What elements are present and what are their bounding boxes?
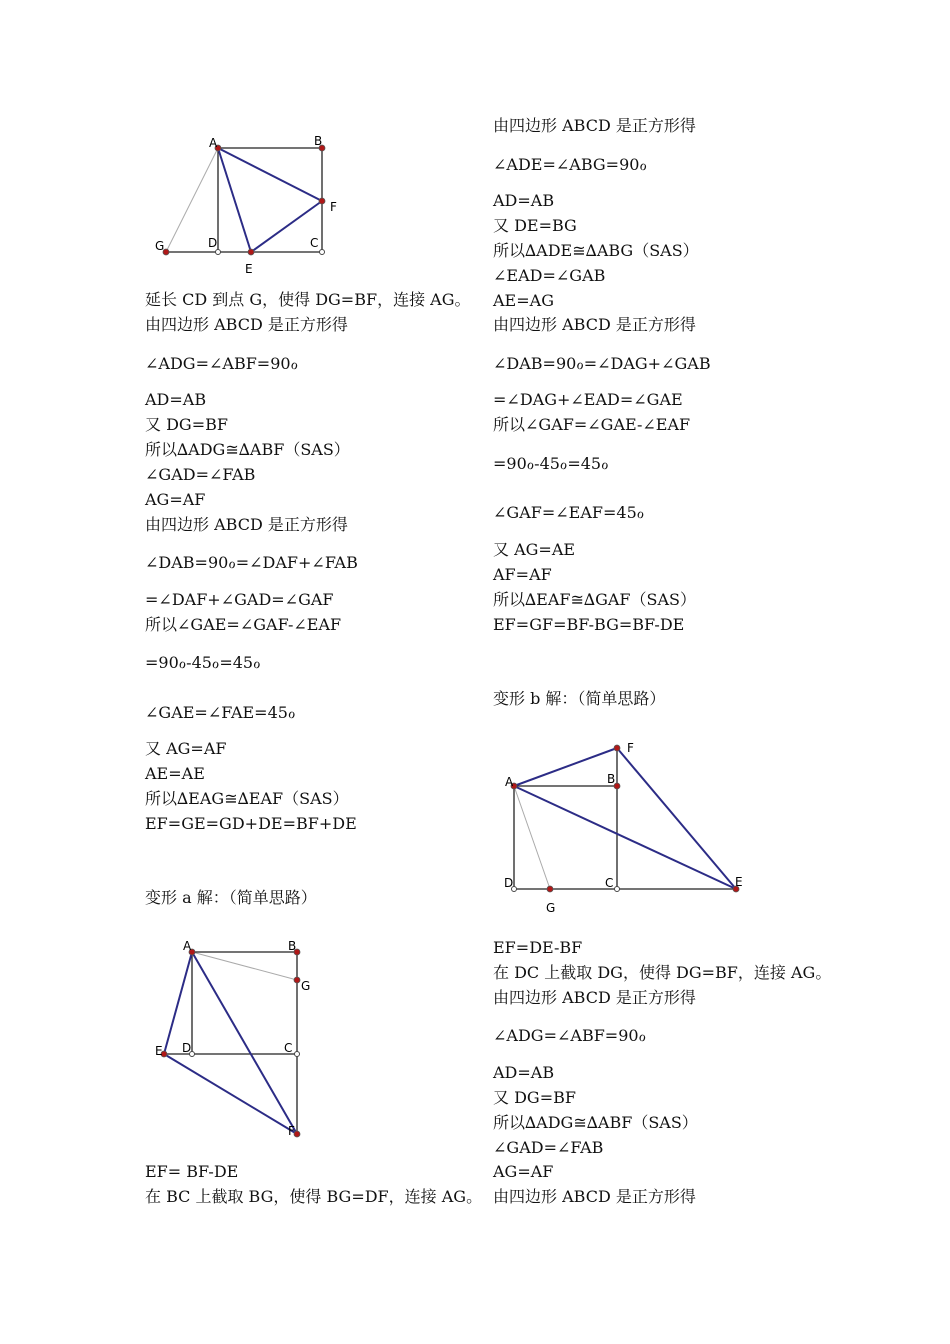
text-line: 所以∆EAG≅∆EAF（SAS） [145, 789, 349, 808]
label-b: B [314, 134, 323, 148]
text-line: 所以∆EAF≅∆GAF（SAS） [493, 590, 697, 609]
text-line: ∠GAD=∠FAB [493, 1138, 604, 1157]
label-g: G [301, 979, 311, 993]
label-d: D [182, 1041, 192, 1055]
figure-variant-b [498, 736, 758, 918]
text-line: 延长 CD 到点 G，使得 DG=BF，连接 AG。 [145, 290, 471, 309]
text-line: AD=AB [493, 191, 555, 210]
text-line: AE=AE [145, 764, 205, 783]
label-g: G [546, 901, 556, 915]
text-line: EF=GE=GD+DE=BF+DE [145, 814, 357, 833]
text-line: 由四边形 ABCD 是正方形得 [493, 315, 696, 334]
text-line: AG=AF [145, 490, 206, 509]
figure-variant-a [150, 934, 350, 1144]
text-line: 在 BC 上截取 BG，使得 BG=DF，连接 AG。 [145, 1187, 483, 1206]
text-line: 所以∠GAE=∠GAF-∠EAF [145, 615, 342, 634]
text-line: ∠EAD=∠GAB [493, 266, 606, 285]
label-b: B [607, 772, 616, 786]
text-line: 由四边形 ABCD 是正方形得 [145, 315, 348, 334]
label-d: D [208, 236, 218, 250]
label-b: B [288, 939, 297, 953]
text-line: =90ℴ-45ℴ=45ℴ [493, 454, 609, 473]
text-line: EF=DE-BF [493, 938, 583, 957]
text-line: 所以∆ADG≅∆ABF（SAS） [493, 1113, 698, 1132]
text-line: ∠DAB=90ℴ=∠DAG+∠GAB [493, 354, 711, 373]
text-line: AE=AG [493, 291, 554, 310]
label-c: C [284, 1041, 293, 1055]
text-line: 又 AG=AE [493, 540, 576, 559]
text-line: ∠GAF=∠EAF=45ℴ [493, 503, 645, 522]
figure-main-square [150, 130, 360, 280]
text-line: =∠DAF+∠GAD=∠GAF [145, 590, 334, 609]
text-line: AD=AB [145, 390, 207, 409]
label-e: E [245, 262, 253, 276]
label-f: F [288, 1124, 295, 1138]
text-line: 由四边形 ABCD 是正方形得 [493, 988, 696, 1007]
label-e: E [735, 875, 743, 889]
text-line: 由四边形 ABCD 是正方形得 [493, 116, 696, 135]
text-line: 又 AG=AF [145, 739, 227, 758]
text-line: =∠DAG+∠EAD=∠GAE [493, 390, 683, 409]
text-line: AG=AF [493, 1162, 554, 1181]
text-line: 由四边形 ABCD 是正方形得 [493, 1187, 696, 1206]
text-line: 在 DC 上截取 DG，使得 DG=BF，连接 AG。 [493, 963, 832, 982]
text-line: ∠DAB=90ℴ=∠DAF+∠FAB [145, 553, 358, 572]
label-g: G [155, 239, 165, 253]
text-line: 由四边形 ABCD 是正方形得 [145, 515, 348, 534]
label-a: A [505, 775, 514, 789]
label-f: F [627, 741, 634, 755]
text-line: EF=GF=BF-BG=BF-DE [493, 615, 685, 634]
text-line: 所以∆ADE≅∆ABG（SAS） [493, 241, 699, 260]
label-c: C [310, 236, 319, 250]
section-heading-variant-b: 变形 b 解：（简单思路） [493, 689, 666, 708]
label-d: D [504, 876, 514, 890]
text-line: ∠ADG=∠ABF=90ℴ [493, 1026, 646, 1045]
label-a: A [209, 136, 218, 150]
label-a: A [183, 939, 192, 953]
text-line: ∠ADG=∠ABF=90ℴ [145, 354, 298, 373]
label-c: C [605, 876, 614, 890]
text-line: 又 DG=BF [145, 415, 228, 434]
text-line: 又 DE=BG [493, 216, 577, 235]
text-line: AF=AF [493, 565, 552, 584]
text-line: ∠GAE=∠FAE=45ℴ [145, 703, 296, 722]
text-line: =90ℴ-45ℴ=45ℴ [145, 653, 261, 672]
text-line: ∠GAD=∠FAB [145, 465, 256, 484]
text-line: 所以∆ADG≅∆ABF（SAS） [145, 440, 350, 459]
text-line: 又 DG=BF [493, 1088, 576, 1107]
text-line: EF= BF-DE [145, 1162, 239, 1181]
text-line: ∠ADE=∠ABG=90ℴ [493, 155, 647, 174]
label-f: F [330, 200, 337, 214]
label-e: E [155, 1044, 163, 1058]
text-line: AD=AB [493, 1063, 555, 1082]
text-line: 所以∠GAF=∠GAE-∠EAF [493, 415, 691, 434]
section-heading-variant-a: 变形 a 解：（简单思路） [145, 888, 317, 907]
